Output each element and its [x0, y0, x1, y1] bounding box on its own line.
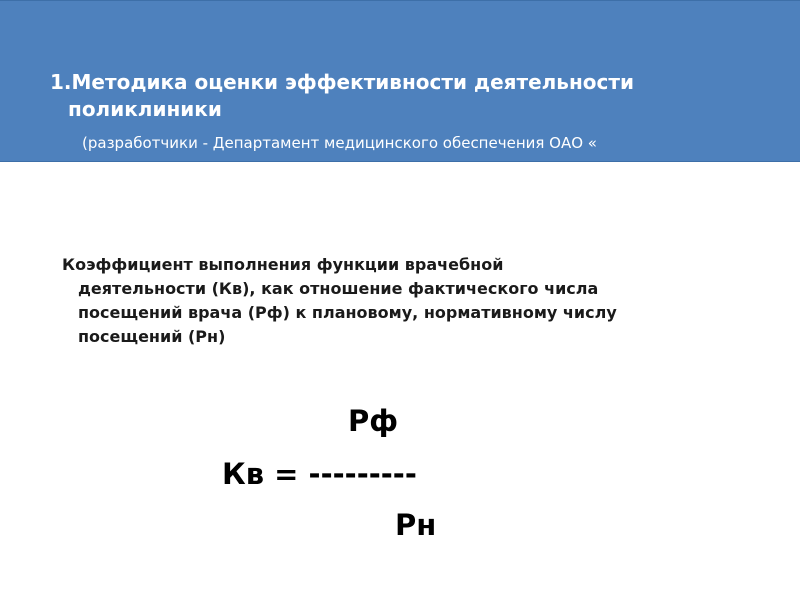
- body-paragraph: [62, 253, 762, 349]
- title-band: [0, 0, 800, 178]
- slide-title-line2: поликлиники: [68, 97, 222, 121]
- formula-lhs: Кв = ---------: [222, 457, 417, 491]
- slide-title: [50, 69, 770, 123]
- formula-denominator: Рн: [395, 508, 437, 542]
- body-line2: деятельности (Кв), как отношение фактического числа: [78, 279, 599, 298]
- slide-subtitle-line2: РЖД», кафедра железнодорожной медицины РАПС, Москва, 2: [82, 160, 580, 178]
- body-line3: посещений врача (Рф) к плановому, нормативному числу: [78, 303, 617, 322]
- formula-numerator: Рф: [348, 404, 399, 438]
- body-line4: посещений (Рн): [78, 327, 226, 346]
- slide-subtitle-line1: (разработчики - Департамент медицинского обеспечения ОАО «: [82, 134, 597, 152]
- slide-title-line1: 1.Методика оценки эффективности деятельности: [50, 70, 634, 94]
- slide-subtitle: [82, 130, 722, 182]
- body-line1: Коэффициент выполнения функции врачебной: [62, 255, 504, 274]
